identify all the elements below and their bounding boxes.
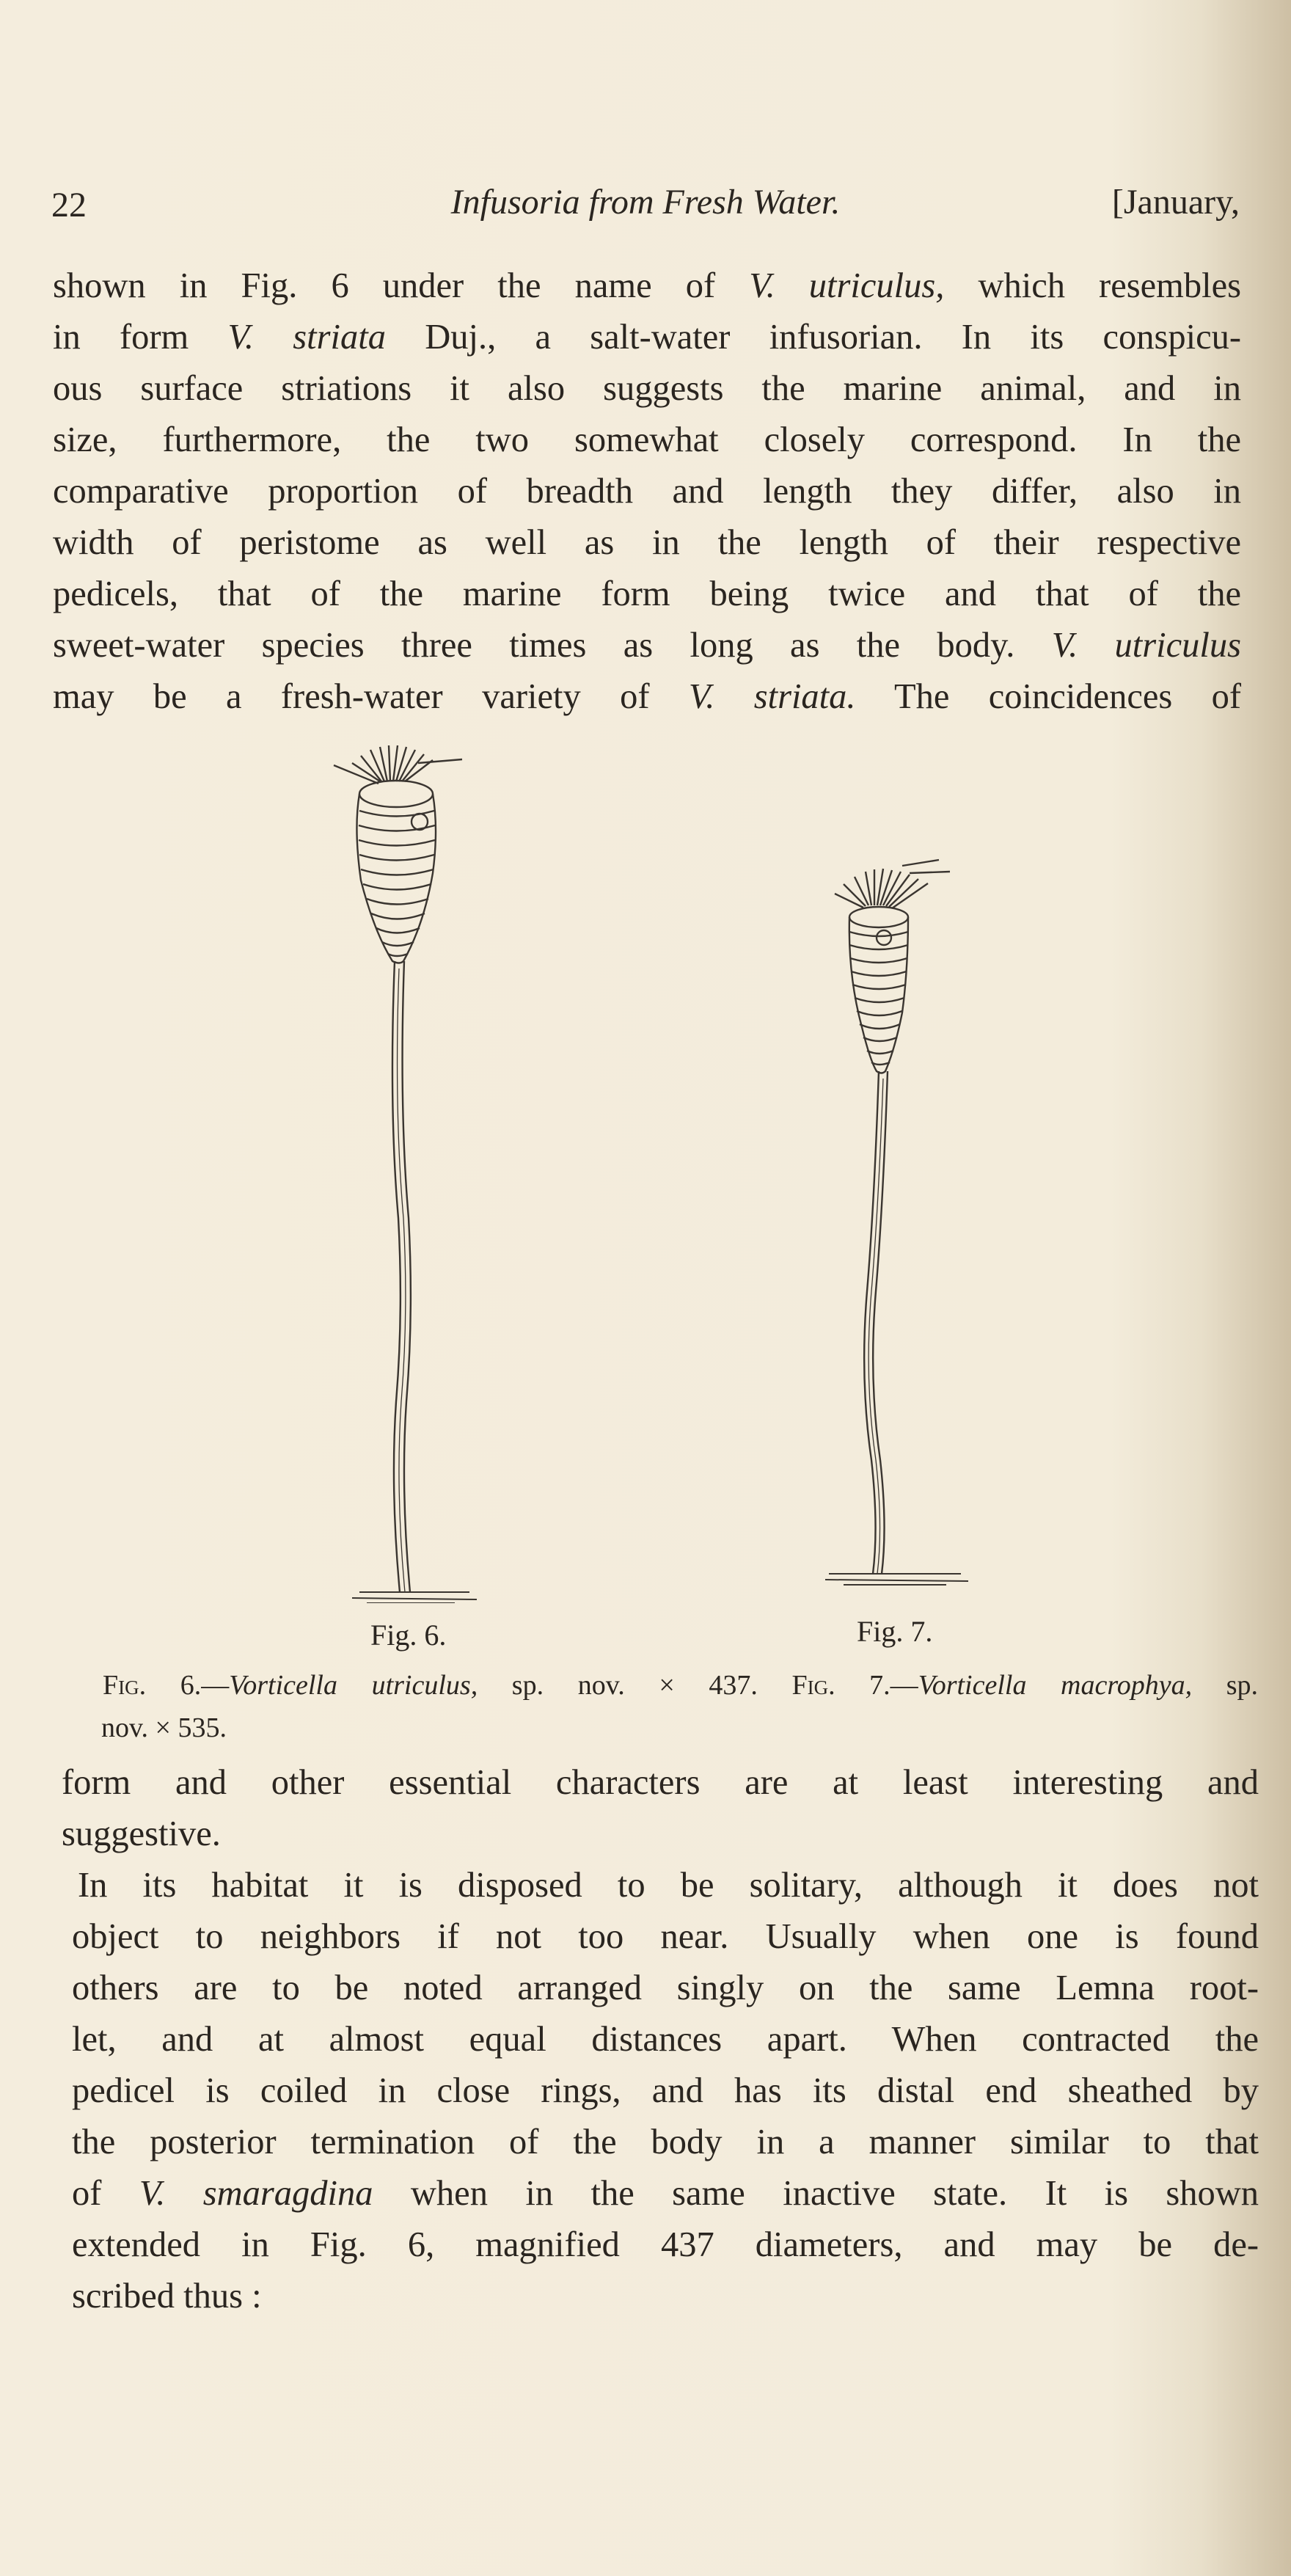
caption-line: nov. × 535. <box>101 1712 227 1743</box>
text-line: object to neighbors if not too near. Usually when one is found <box>72 1917 1259 1956</box>
running-header <box>51 175 1240 233</box>
paragraph-2 <box>62 1757 1259 2322</box>
figure-6-label: Fig. 6. <box>370 1619 447 1652</box>
text-line: may be a fresh-water variety of V. striata. The coincidences of <box>53 677 1242 716</box>
figure-6-vorticella-utriculus <box>308 741 499 1603</box>
text-line: in form V. striata Duj., a salt-water infusorian. In its conspicu- <box>53 318 1242 357</box>
text-line: width of peristome as well as in the length of their respective <box>53 523 1241 562</box>
text-line: pedicels, that of the marine form being twice and that of the <box>53 574 1241 613</box>
text-line: form and other essential characters are at least interesting and <box>62 1763 1259 1802</box>
page-number: 22 <box>51 186 87 225</box>
text-line: the posterior termination of the body in a manner similar to that <box>72 2123 1259 2161</box>
running-title: Infusoria from Fresh Water. <box>450 183 841 222</box>
text-line: of V. smaragdina when in the same inactive state. It is shown <box>72 2174 1259 2213</box>
figure-caption <box>103 1664 1258 1749</box>
text-line: shown in Fig. 6 under the name of V. utriculus, which resembles <box>53 266 1241 305</box>
figure-7-vorticella-macrophya <box>822 851 990 1599</box>
text-line: suggestive. <box>62 1814 221 1853</box>
header-date: [January, <box>1111 183 1240 222</box>
text-line: comparative proportion of breadth and length they differ, also in <box>53 472 1241 511</box>
text-line: ous surface striations it also suggests the marine animal, and in <box>53 369 1241 408</box>
text-line: In its habitat it is disposed to be solitary, although it does not <box>78 1866 1259 1905</box>
caption-line: Fig. 6.—Vorticella utriculus, sp. nov. × 437. Fig. 7.—Vorticella macrophya, sp. <box>103 1670 1258 1701</box>
text-line: sweet-water species three times as long as the body. V. utriculus <box>53 626 1241 665</box>
text-line: let, and at almost equal distances apart. When contracted the <box>72 2020 1259 2059</box>
paragraph-1 <box>53 260 1241 723</box>
text-line: scribed thus : <box>72 2277 262 2316</box>
text-line: extended in Fig. 6, magnified 437 diameters, and may be de- <box>72 2225 1259 2264</box>
text-line: others are to be noted arranged singly on the same Lemna root- <box>72 1969 1259 2007</box>
figure-7-label: Fig. 7. <box>857 1615 933 1648</box>
text-line: pedicel is coiled in close rings, and has its distal end sheathed by <box>72 2071 1259 2110</box>
text-line: size, furthermore, the two somewhat closely correspond. In the <box>53 420 1241 459</box>
